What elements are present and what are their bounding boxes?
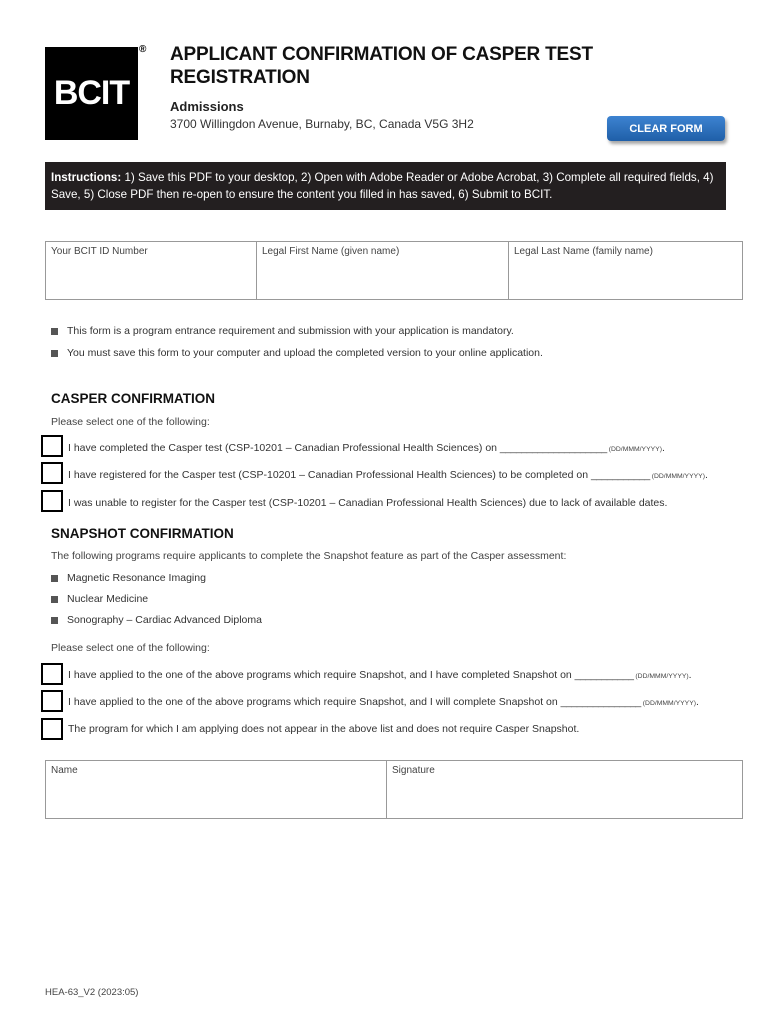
date-format: (DD/MMM/YYYY) <box>608 446 662 453</box>
program-item <box>51 572 206 584</box>
snapshot-option-2-checkbox[interactable] <box>41 690 63 712</box>
instructions-text: 1) Save this PDF to your desktop, 2) Open with Adobe Reader or Adobe Acrobat, 3) Complete all required fields, 4) Save, 5) Close PDF then re-open to ensure the content you filled in has saved, 6) Submit to BCIT. <box>51 171 714 201</box>
registered-mark: ® <box>139 44 147 55</box>
signature-input[interactable] <box>388 779 741 817</box>
note-item <box>51 325 514 337</box>
snapshot-option-3-checkbox[interactable] <box>41 718 63 740</box>
bullet-square-icon <box>51 617 58 624</box>
last-name-field <box>508 241 743 300</box>
clear-form-button[interactable]: CLEAR FORM <box>607 116 725 141</box>
casper-option-3 <box>68 497 667 509</box>
casper-heading: CASPER CONFIRMATION <box>51 391 215 406</box>
bcit-id-label: Your BCIT ID Number <box>51 246 148 257</box>
casper-prompt: Please select one of the following: <box>51 416 210 428</box>
snapshot-option-2 <box>68 696 699 708</box>
program-text: Nuclear Medicine <box>67 593 149 605</box>
program-text: Sonography – Cardiac Advanced Diploma <box>67 614 262 626</box>
casper-option-2-checkbox[interactable] <box>41 462 63 484</box>
option-end: . <box>696 696 699 708</box>
bcit-logo <box>45 47 138 140</box>
date-format: (DD/MMM/YYYY) <box>642 700 697 707</box>
snapshot-intro: The following programs require applicants to complete the Snapshot feature as part of the Casper assessment: <box>51 550 567 562</box>
date-blank[interactable]: ___________ <box>590 469 650 481</box>
signature-field <box>386 760 743 819</box>
program-text: Magnetic Resonance Imaging <box>67 572 206 584</box>
date-blank[interactable]: ___________ <box>574 669 634 681</box>
date-blank[interactable]: ____________________ <box>499 442 607 454</box>
bullet-square-icon <box>51 350 58 357</box>
snapshot-option-3 <box>68 723 579 735</box>
option-text: I was unable to register for the Casper test (CSP-10201 – Canadian Professional Health Sciences) due to lack of available dates. <box>68 497 668 509</box>
casper-option-1-checkbox[interactable] <box>41 435 63 457</box>
last-name-label: Legal Last Name (family name) <box>514 246 653 257</box>
snapshot-option-1 <box>68 669 692 681</box>
signature-label: Signature <box>392 765 435 776</box>
last-name-input[interactable] <box>510 260 741 298</box>
bullet-square-icon <box>51 596 58 603</box>
option-end: . <box>704 469 708 481</box>
option-end: . <box>661 442 665 454</box>
option-text: I have applied to the one of the above programs which require Snapshot, and I have completed Snapshot on <box>68 669 575 681</box>
note-text: This form is a program entrance requirement and submission with your application is mandatory. <box>67 325 514 337</box>
name-label: Name <box>51 765 78 776</box>
first-name-label: Legal First Name (given name) <box>262 246 400 257</box>
bullet-square-icon <box>51 575 58 582</box>
date-blank[interactable]: _______________ <box>560 696 641 708</box>
option-text: I have applied to the one of the above programs which require Snapshot, and I will complete Snapshot on <box>68 696 561 708</box>
casper-option-1 <box>68 442 665 454</box>
program-item <box>51 614 262 626</box>
department-name: Admissions <box>170 99 244 114</box>
snapshot-option-1-checkbox[interactable] <box>41 663 63 685</box>
date-format: (DD/MMM/YYYY) <box>651 473 705 480</box>
snapshot-heading: SNAPSHOT CONFIRMATION <box>51 526 234 541</box>
option-text: The program for which I am applying does not appear in the above list and does not require Casper Snapshot. <box>68 723 580 735</box>
form-title: APPLICANT CONFIRMATION OF CASPER TEST REGISTRATION <box>170 44 593 88</box>
instructions-banner <box>45 162 726 210</box>
name-field <box>45 760 387 819</box>
first-name-input[interactable] <box>258 260 507 298</box>
casper-option-3-checkbox[interactable] <box>41 490 63 512</box>
name-input[interactable] <box>47 779 385 817</box>
option-end: . <box>688 669 692 681</box>
option-text: I have completed the Casper test (CSP-10201 – Canadian Professional Health Sciences) on <box>68 442 500 454</box>
snapshot-prompt: Please select one of the following: <box>51 642 210 654</box>
note-item <box>51 347 543 359</box>
casper-option-2 <box>68 469 708 481</box>
note-text: You must save this form to your computer and upload the completed version to your online application. <box>67 347 543 359</box>
instructions-label: Instructions: <box>51 171 122 184</box>
address: 3700 Willingdon Avenue, Burnaby, BC, Canada V5G 3H2 <box>170 117 474 131</box>
date-format: (DD/MMM/YYYY) <box>635 673 689 680</box>
bcit-id-input[interactable] <box>47 260 255 298</box>
first-name-field <box>256 241 509 300</box>
option-text: I have registered for the Casper test (CSP-10201 – Canadian Professional Health Sciences) to be completed on <box>68 469 591 481</box>
program-item <box>51 593 148 605</box>
form-code: HEA-63_V2 (2023:05) <box>45 987 139 998</box>
bullet-square-icon <box>51 328 58 335</box>
logo-text: BCIT <box>53 74 130 112</box>
bcit-id-field <box>45 241 257 300</box>
